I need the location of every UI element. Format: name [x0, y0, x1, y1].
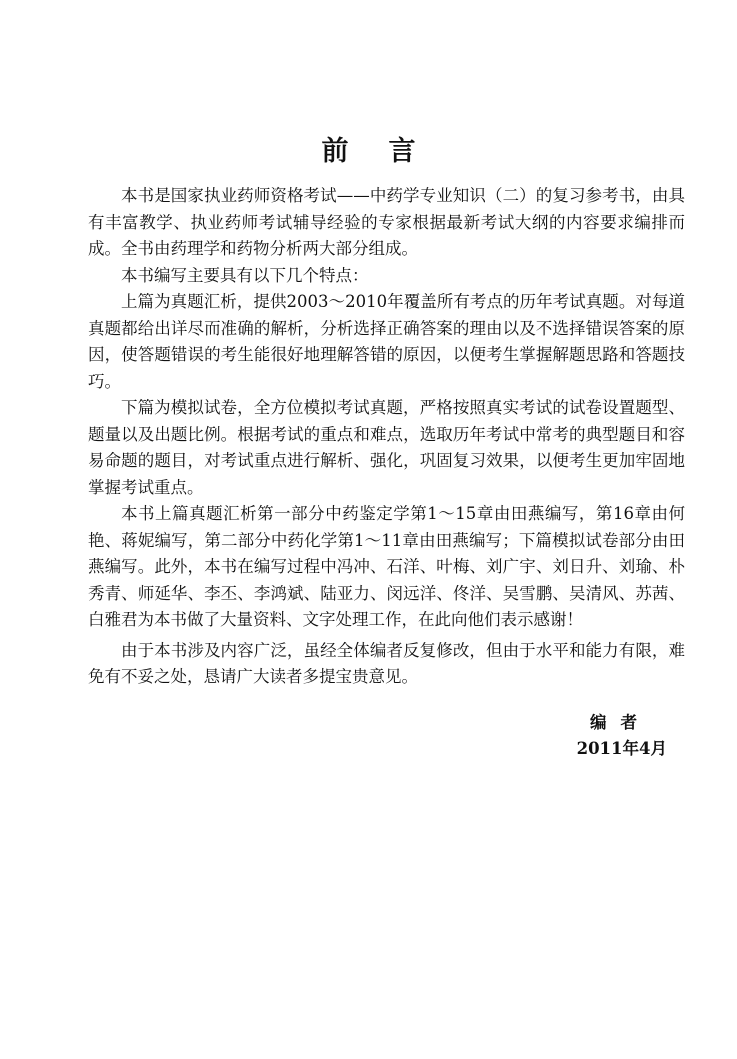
signature-author: 编者	[590, 713, 651, 732]
paragraph-intro: 本书是国家执业药师资格考试——中药学专业知识（二）的复习参考书，由具有丰富教学、执业药师考试辅导经验的专家根据最新考试大纲的内容要求编排而成。全书由药理学和药物分析两大部分组成。	[88, 186, 685, 258]
paragraph-features-heading: 本书编写主要具有以下几个特点：	[121, 265, 369, 285]
paragraph-closing: 由于本书涉及内容广泛，虽经全体编者反复修改，但由于水平和能力有限，难免有不妥之处，恳请广大读者多提宝贵意见。	[88, 640, 685, 686]
paragraph-part-one: 上篇为真题汇析，提供2003～2010年覆盖所有考点的历年考试真题。对每道真题都给出详尽而准确的解析，分析选择正确答案的理由以及不选择错误答案的原因，使答题错误的考生能很好地理解答错的原因，以便考生掌握解题思路和答题技巧。	[88, 292, 685, 391]
signature-block	[577, 710, 667, 762]
paragraph-acknowledgements: 本书上篇真题汇析第一部分中药鉴定学第1～15章由田燕编写，第16章由何艳、蒋妮编写，第二部分中药化学第1～11章由田燕编写；下篇模拟试卷部分由田燕编写。此外，本书在编写过程中冯冲、石洋、叶梅、刘广宇、刘日升、刘瑜、朴秀青、师延华、李丕、李鸿斌、陆亚力、闵远洋、佟洋、吴雪鹏、吴清风、苏茜、白雅君为本书做了大量资料、文字处理工作，在此向他们表示感谢！	[88, 504, 685, 629]
signature-date: 2011年4月	[576, 739, 667, 758]
preface-body	[88, 183, 685, 691]
page-title: 前言	[321, 136, 456, 167]
paragraph-part-two: 下篇为模拟试卷，全方位模拟考试真题，严格按照真实考试的试卷设置题型、题量以及出题比例。根据考试的重点和难点，选取历年考试中常考的典型题目和容易命题的题目，对考试重点进行解析、强化，巩固复习效果，以便考生更加牢固地掌握考试重点。	[88, 398, 685, 497]
